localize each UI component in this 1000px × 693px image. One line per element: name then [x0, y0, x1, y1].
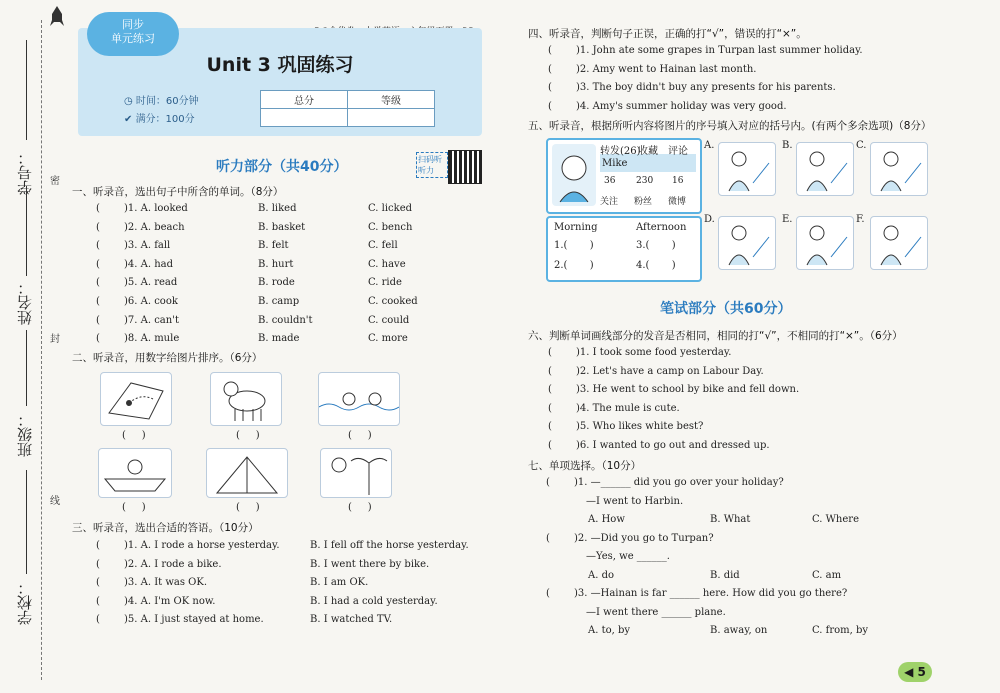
answer-paren[interactable]: (	[96, 203, 100, 214]
answer-paren[interactable]: (	[548, 63, 552, 75]
follow-action[interactable]: 关注	[600, 197, 619, 207]
seal-mark-feng: 封	[50, 334, 60, 345]
option-b: B. away, on	[710, 625, 768, 636]
part7-heading: 七、单项选择。（10分）	[528, 460, 642, 472]
slot-2[interactable]: 2.( )	[554, 260, 594, 271]
stat-comment-label: 评论	[668, 146, 688, 157]
option-c: C. am	[812, 569, 842, 581]
option-c: C. licked	[368, 203, 413, 214]
option-a: A. to, by	[588, 625, 631, 636]
option-b: B. camp	[258, 296, 300, 307]
option-c: C. more	[368, 333, 408, 345]
profile-name: Mike	[602, 158, 628, 169]
answer-paren[interactable]: (	[548, 347, 552, 358]
option-c: C. cooked	[368, 296, 418, 307]
weibo-profile-card	[546, 138, 702, 214]
answer-paren[interactable]: (	[548, 384, 552, 396]
picture-label: E.	[782, 214, 793, 225]
answer-paren[interactable]: (	[96, 558, 100, 570]
option-b: B. I fell off the horse yesterday.	[310, 540, 469, 551]
option-b: B. made	[258, 333, 300, 345]
answer-paren[interactable]: (	[548, 440, 552, 451]
school-underline	[26, 470, 27, 574]
option-b: B. liked	[258, 203, 297, 214]
answer-paren[interactable]: (	[548, 402, 552, 414]
option-c: C. could	[368, 314, 410, 326]
option-b: B. I am OK.	[310, 577, 369, 589]
question: )1. —______ did you go over your holiday?	[574, 477, 784, 488]
question: )3. —Hainan is far ______ here. How did you go there?	[574, 588, 848, 599]
option-b: B. hurt	[258, 258, 294, 270]
option-a: )5. A. read	[124, 277, 178, 289]
cut-line	[41, 20, 42, 680]
answer-paren[interactable]: (	[548, 365, 552, 377]
answer-paren[interactable]: (	[548, 45, 552, 56]
answer-paren[interactable]: (	[548, 421, 552, 433]
student-number-underline	[26, 40, 27, 140]
option-a: )8. A. mule	[124, 333, 180, 345]
answer-paren[interactable]: (	[96, 595, 100, 607]
sentence: )5. Who likes white best?	[576, 421, 704, 433]
answer-paren[interactable]: ( )	[122, 502, 146, 513]
picture-label: C.	[856, 140, 867, 151]
answer-paren[interactable]: (	[96, 277, 100, 289]
response: —I went there ______ plane.	[586, 606, 726, 618]
binding-spine	[0, 0, 70, 693]
part3-heading: 三、听录音，选出合适的答语。（10分）	[72, 522, 259, 534]
option-b: B. couldn't	[258, 314, 313, 326]
option-a: )3. A. fall	[124, 240, 171, 252]
map-picture	[100, 372, 172, 426]
afternoon-label: Afternoon	[636, 222, 687, 233]
score-table	[260, 90, 435, 127]
option-b: B. felt	[258, 240, 289, 252]
option-a: )4. A. had	[124, 258, 174, 270]
option-b: B. did	[710, 569, 740, 581]
answer-paren[interactable]: (	[548, 100, 552, 112]
option-b: B. I watched TV.	[310, 614, 393, 626]
class-underline	[26, 330, 27, 406]
sentence: )2. Let's have a camp on Labour Day.	[576, 365, 764, 377]
total-score-header: 总分	[261, 91, 348, 109]
sentence: )1. I took some food yesterday.	[576, 347, 732, 358]
option-c: C. ride	[368, 277, 402, 289]
option-b: B. What	[710, 514, 751, 525]
option-c: C. bench	[368, 221, 413, 233]
option-a: )5. A. I just stayed at home.	[124, 614, 264, 626]
answer-paren[interactable]: (	[548, 82, 552, 94]
answer-paren[interactable]: (	[546, 588, 550, 599]
stat-value-3: 16	[672, 176, 684, 186]
activity-picture	[718, 142, 776, 196]
boat-picture	[98, 448, 172, 498]
qr-code-icon[interactable]	[448, 150, 482, 184]
schedule-card	[546, 216, 702, 282]
option-c: C. Where	[812, 514, 859, 525]
fans-action[interactable]: 粉丝	[634, 197, 653, 207]
response: —Yes, we ______.	[586, 551, 670, 562]
activity-picture	[870, 142, 928, 196]
answer-paren[interactable]: ( )	[236, 502, 260, 513]
option-a: )7. A. can't	[124, 314, 179, 326]
answer-paren[interactable]: (	[546, 532, 550, 544]
grade-header: 等级	[348, 91, 435, 109]
unit-practice-badge	[87, 12, 179, 56]
mule-picture	[210, 372, 282, 426]
tent-picture	[206, 448, 288, 498]
qr-label: 扫码听听力	[416, 152, 448, 178]
time-limit: ◷ 时间：60分钟	[124, 96, 199, 107]
part6-heading: 六、判断单词画线部分的发音是否相同，相同的打“√”，不相同的打“×”。（6分）	[528, 330, 903, 342]
class-label: 班级：	[16, 412, 34, 457]
avatar	[552, 144, 596, 206]
school-label: 学校：	[16, 580, 34, 625]
option-c: C. fell	[368, 240, 398, 252]
answer-paren[interactable]: (	[96, 314, 100, 326]
answer-paren[interactable]: ( )	[122, 430, 146, 441]
option-a: )4. A. I'm OK now.	[124, 595, 216, 607]
full-score: ✔ 满分：100分	[124, 114, 195, 125]
swimming-picture	[318, 372, 400, 426]
statement: )3. The boy didn't buy any presents for his parents.	[576, 82, 836, 94]
option-a: )2. A. beach	[124, 221, 185, 233]
slot-1[interactable]: 1.( )	[554, 240, 594, 251]
listening-section-title: 听力部分（共40分）	[216, 159, 348, 175]
part2-heading: 二、听录音，用数字给图片排序。（6分）	[72, 352, 263, 364]
morning-label: Morning	[554, 222, 598, 233]
response: —I went to Harbin.	[586, 495, 684, 507]
sentence: )4. The mule is cute.	[576, 402, 680, 414]
option-c: C. from, by	[812, 625, 869, 636]
statement: )4. Amy's summer holiday was very good.	[576, 100, 787, 112]
option-a: )3. A. It was OK.	[124, 577, 208, 589]
answer-paren[interactable]: ( )	[236, 430, 260, 441]
activity-picture	[796, 142, 854, 196]
name-underline	[26, 186, 27, 276]
activity-picture	[870, 216, 928, 270]
sentence: )3. He went to school by bike and fell down.	[576, 384, 800, 396]
picture-label: F.	[856, 214, 865, 225]
answer-paren[interactable]: (	[96, 296, 100, 307]
answer-paren[interactable]: (	[96, 240, 100, 252]
student-number-label: 学号：	[16, 150, 34, 195]
seal-mark-xian: 线	[50, 496, 60, 507]
page-title: Unit 3 巩固练习	[206, 54, 354, 76]
slot-4[interactable]: 4.( )	[636, 260, 676, 271]
rocket-icon	[50, 6, 64, 28]
part1-heading: 一、听录音，选出句子中所含的单词。（8分）	[72, 186, 284, 198]
answer-paren[interactable]: (	[96, 258, 100, 270]
answer-paren[interactable]: (	[96, 540, 100, 551]
badge-line-2: 单元练习	[111, 32, 155, 45]
total-score-cell[interactable]	[261, 109, 348, 127]
part5-heading: 五、听录音，根据所听内容将图片的序号填入对应的括号内。(有两个多余选项)（8分）	[528, 120, 932, 132]
picture-label: B.	[782, 140, 793, 151]
option-c: C. have	[368, 258, 406, 270]
stat-forward-label: 转发(26)	[600, 146, 641, 157]
answer-paren[interactable]: ( )	[348, 430, 372, 441]
page-number: ◀ 5	[898, 662, 932, 682]
option-a: A. How	[588, 514, 625, 525]
stat-value-2: 230	[636, 176, 654, 186]
picture-label: D.	[704, 214, 715, 225]
answer-paren[interactable]: ( )	[348, 502, 372, 513]
writing-section-title: 笔试部分（共60分）	[660, 301, 792, 317]
seal-mark-mi: 密	[50, 176, 60, 187]
weibo-action[interactable]: 微博	[668, 197, 687, 207]
option-b: B. basket	[258, 221, 306, 233]
sentence: )6. I wanted to go out and dressed up.	[576, 440, 770, 451]
option-a: )6. A. cook	[124, 296, 178, 307]
statement: )2. Amy went to Hainan last month.	[576, 63, 757, 75]
question: )2. —Did you go to Turpan?	[574, 532, 714, 544]
answer-paren[interactable]: (	[546, 477, 550, 488]
stat-favorite-label: 收藏	[638, 146, 658, 157]
option-a: )1. A. I rode a horse yesterday.	[124, 540, 280, 551]
statement: )1. John ate some grapes in Turpan last summer holiday.	[576, 45, 863, 56]
answer-paren[interactable]: (	[96, 577, 100, 589]
part4-heading: 四、听录音，判断句子正误，正确的打“√”，错误的打“×”。	[528, 28, 807, 40]
stat-value-1: 36	[604, 176, 616, 186]
option-a: )1. A. looked	[124, 203, 188, 214]
answer-paren[interactable]: (	[96, 221, 100, 233]
slot-3[interactable]: 3.( )	[636, 240, 676, 251]
grade-cell[interactable]	[348, 109, 435, 127]
activity-picture	[718, 216, 776, 270]
picture-label: A.	[704, 140, 715, 151]
name-label: 姓名：	[16, 280, 34, 325]
activity-picture	[796, 216, 854, 270]
option-b: B. rode	[258, 277, 295, 289]
palm-tree-picture	[320, 448, 392, 498]
option-b: B. I had a cold yesterday.	[310, 595, 438, 607]
option-a: )2. A. I rode a bike.	[124, 558, 222, 570]
option-b: B. I went there by bike.	[310, 558, 430, 570]
option-a: A. do	[588, 569, 615, 581]
badge-line-1: 同步	[122, 18, 144, 31]
answer-paren[interactable]: (	[96, 614, 100, 626]
answer-paren[interactable]: (	[96, 333, 100, 345]
